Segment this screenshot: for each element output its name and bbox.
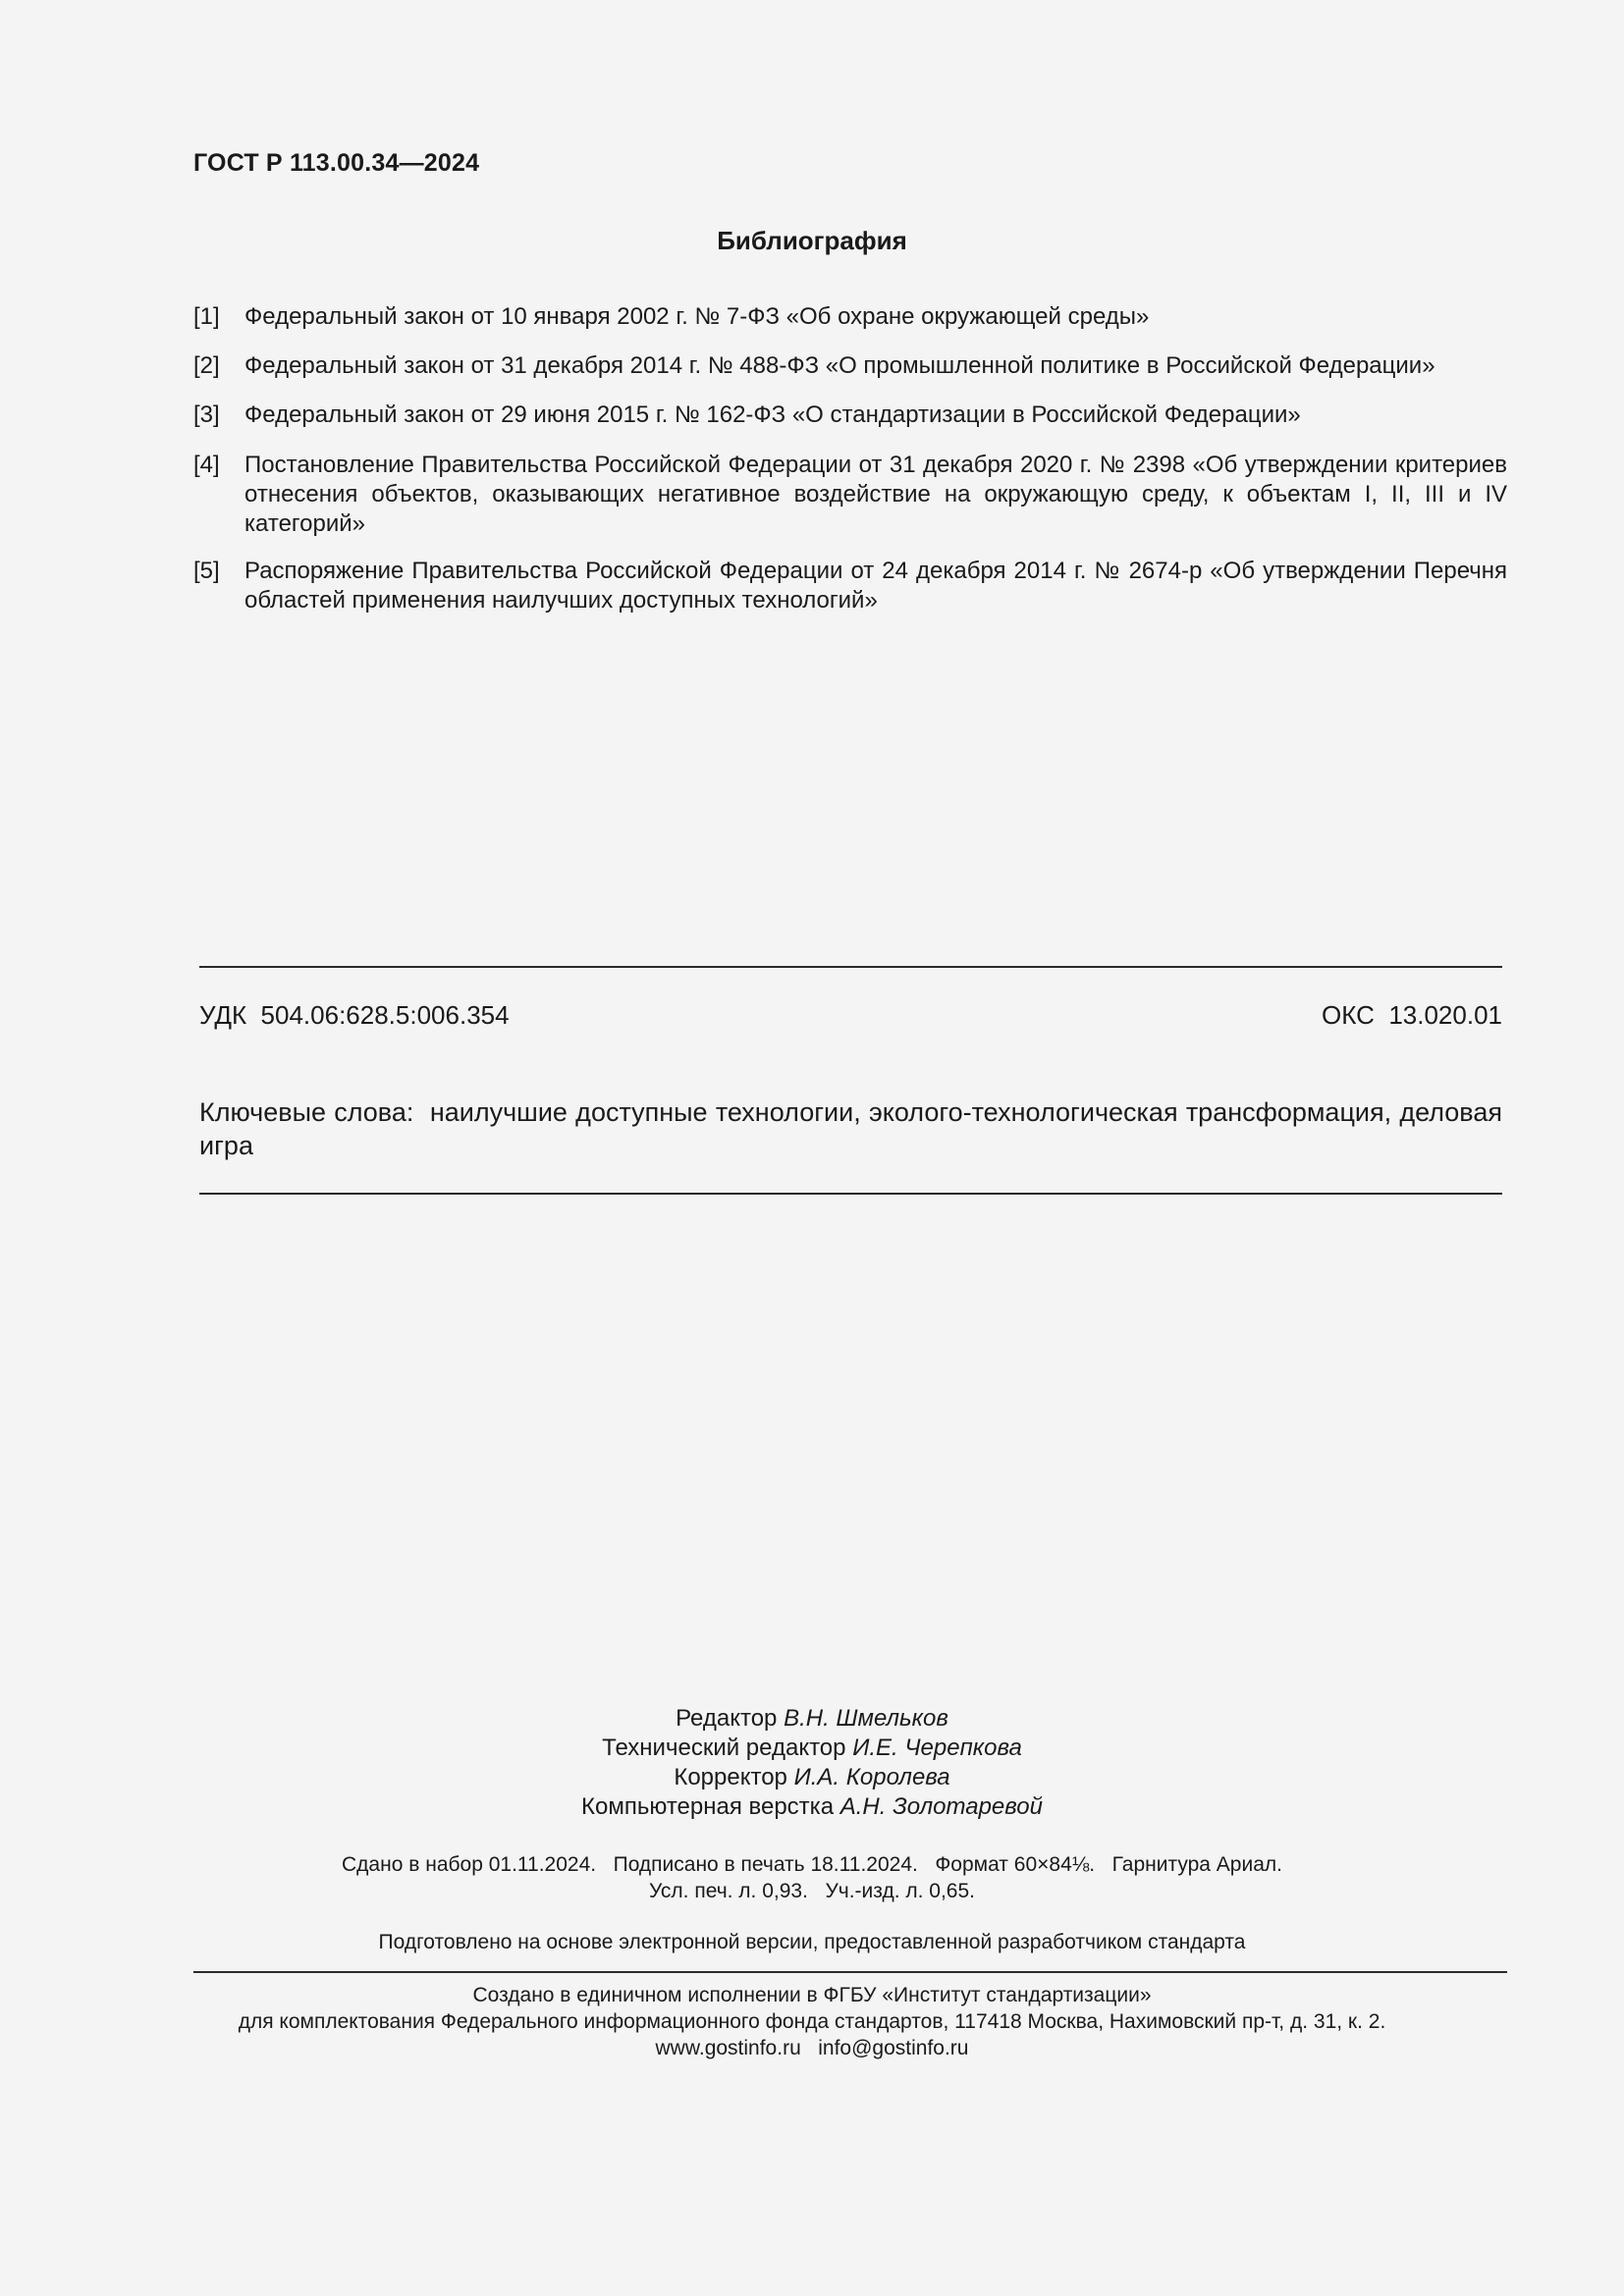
imprint-divider [193, 1971, 1507, 1973]
publisher-web: www.gostinfo.ru info@gostinfo.ru [655, 2037, 969, 2059]
bibliography-item [193, 557, 1507, 615]
bibliography-number: [1] [193, 303, 220, 330]
credit-name: В.Н. Шмельков [784, 1705, 948, 1732]
bibliography-number: [5] [193, 558, 220, 584]
bibliography-text: Федеральный закон от 10 января 2002 г. № 7-ФЗ «Об охране окружающей среды» [244, 303, 1150, 330]
keywords: Ключевые слова: наилучшие доступные технологии, эколого-технологическая трансформация, деловая игра [199, 1097, 1510, 1160]
credit-line [0, 1792, 1624, 1822]
bibliography-item [193, 351, 1507, 381]
bibliography-number: [3] [193, 401, 220, 428]
credit-role: Корректор [674, 1764, 787, 1790]
print-details-line: Усл. печ. л. 0,93. Уч.-изд. л. 0,65. [648, 1880, 975, 1902]
bibliography-item [193, 400, 1507, 430]
credit-line [0, 1704, 1624, 1734]
print-details [0, 1851, 1624, 1904]
publisher-info [0, 1982, 1624, 2061]
divider-bottom [199, 1193, 1502, 1195]
document-code: ГОСТ Р 113.00.34—2024 [193, 149, 480, 177]
bibliography-text: Федеральный закон от 29 июня 2015 г. № 162-ФЗ «О стандартизации в Российской Федерации» [244, 401, 1301, 428]
credit-role: Редактор [676, 1705, 778, 1732]
publisher-line: Создано в единичном исполнении в ФГБУ «Институт стандартизации» [472, 1984, 1152, 2006]
bibliography-item [193, 451, 1507, 539]
credit-role: Компьютерная верстка [581, 1793, 835, 1820]
bibliography-text: Постановление Правительства Российской Федерации от 31 декабря 2020 г. № 2398 «Об утверждении критериев отнесения объектов, оказывающих негативное воздействие на окружающую среду, к объектам I, II, III и IV категорий» [244, 452, 1507, 537]
credit-name: А.Н. Золотаревой [839, 1793, 1043, 1820]
credit-line [0, 1734, 1624, 1763]
credit-name: И.А. Королева [793, 1764, 950, 1790]
oks-code: ОКС 13.020.01 [1322, 1000, 1502, 1030]
divider-top [199, 966, 1502, 968]
publisher-line: для комплектования Федерального информационного фонда стандартов, 117418 Москва, Нахимовский пр-т, д. 31, к. 2. [238, 2010, 1386, 2033]
credit-line [0, 1763, 1624, 1792]
credits-block [0, 1704, 1624, 1822]
bibliography-number: [4] [193, 452, 220, 478]
udk-code: УДК 504.06:628.5:006.354 [199, 1000, 510, 1030]
bibliography-number: [2] [193, 352, 220, 379]
bibliography-text: Распоряжение Правительства Российской Федерации от 24 декабря 2014 г. № 2674-р «Об утверждении Перечня областей применения наилучших доступных технологий» [244, 558, 1507, 614]
prepared-note: Подготовлено на основе электронной версии, предоставленной разработчиком стандарта [378, 1931, 1246, 1953]
credit-name: И.Е. Черепкова [852, 1735, 1022, 1761]
bibliography-item [193, 302, 1507, 332]
classification-row [199, 1000, 1502, 1031]
bibliography-text: Федеральный закон от 31 декабря 2014 г. № 488-ФЗ «О промышленной политике в Российской Федерации» [244, 352, 1435, 379]
print-details-line: Сдано в набор 01.11.2024. Подписано в печать 18.11.2024. Формат 60×84⅛. Гарнитура Ариал. [342, 1853, 1282, 1876]
credit-role: Технический редактор [602, 1735, 846, 1761]
section-title: Библиография [717, 226, 907, 255]
